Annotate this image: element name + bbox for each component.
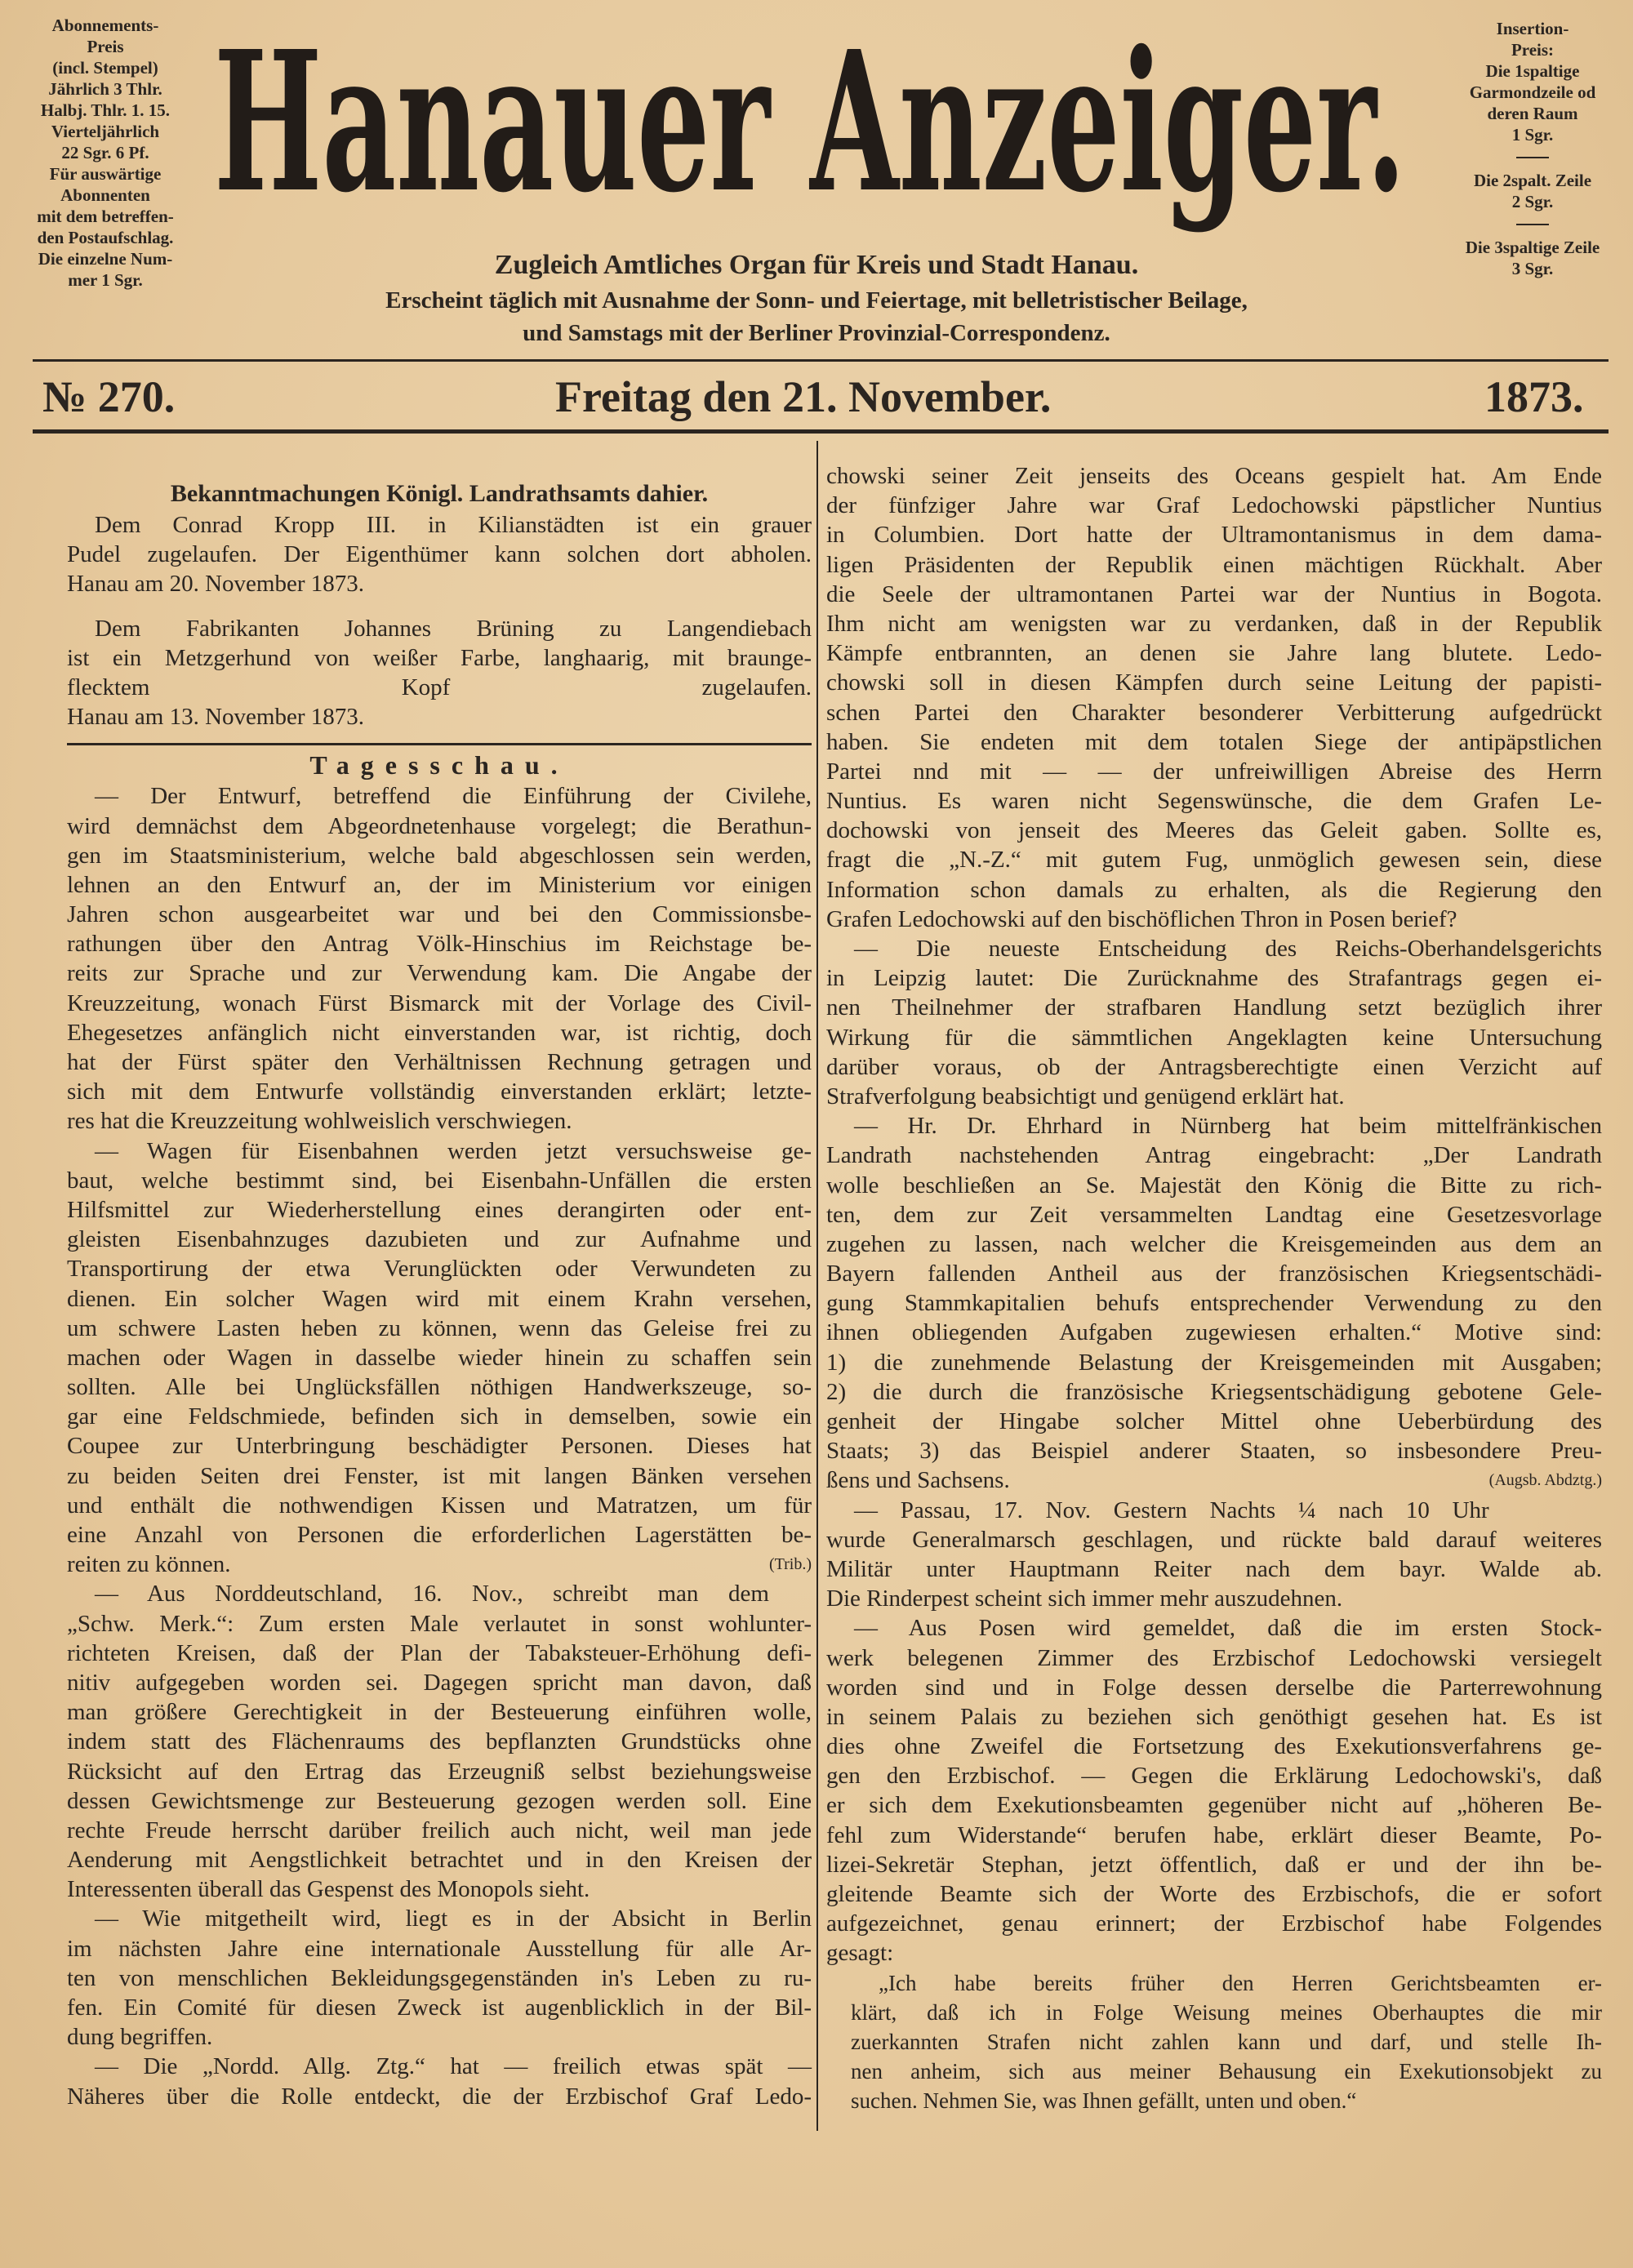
text-line [67, 781, 812, 811]
text-line-content: die Seele der ultramontanen Partei war der Nuntius in Bogota. [826, 580, 1602, 607]
text-line-content: ist ein Metzgerhund von weißer Farbe, langhaarig, mit braunge- [67, 644, 812, 671]
quotation [826, 1968, 1602, 2116]
text-line-content: fehl zum Widerstande“ berufen habe, erklärt dieser Beamte, Po- [826, 1821, 1602, 1848]
text-line [67, 2052, 812, 2081]
masthead-rule [33, 359, 1609, 362]
text-line [67, 1343, 812, 1372]
text-line [826, 1230, 1602, 1259]
text-line [67, 510, 812, 540]
text-line [67, 1254, 812, 1283]
insertion-line: Garmondzeile od [1469, 82, 1596, 102]
insertion-line: Insertion- [1496, 19, 1569, 38]
insertion-line: Die 3spaltige Zeile [1465, 238, 1600, 257]
official-notices [67, 510, 812, 732]
text-line [826, 963, 1602, 993]
text-line-content: gen im Staatsministerium, welche bald abgeschlossen sein werden, [67, 842, 812, 869]
text-line [826, 1318, 1602, 1347]
text-line-content: lizei-Sekretär Stephan, jetzt öffentlich, daß er und der ihn be- [826, 1851, 1602, 1878]
text-line [67, 1372, 812, 1402]
text-line [826, 1673, 1602, 1702]
insertion-line: 1 Sgr. [1511, 125, 1554, 145]
text-line-content: gung Stammkapitalien behufs entsprechender Verwendung zu den [826, 1290, 1602, 1317]
text-line-content: Grafen Ledochowski auf den bischöflichen Thron in Posen berief? [826, 905, 1457, 932]
text-line [67, 1786, 812, 1816]
subscription-line: 22 Sgr. 6 Pf. [61, 143, 149, 162]
text-line [826, 845, 1602, 874]
text-line-content: — Die neueste Entscheidung des Reichs-Oberhandelsgerichts [854, 936, 1602, 962]
text-line-content: zugehen zu lassen, nach welcher die Kreisgemeinden aus dem an [826, 1230, 1602, 1257]
text-line-content: sollten. Alle bei Unglücksfällen nöthigen Handwerkszeuge, so- [67, 1374, 812, 1401]
article-paragraph [826, 461, 1602, 934]
text-line [67, 1697, 812, 1727]
text-line-content: ßens und Sachsens. [826, 1467, 1010, 1494]
text-line-content: ligen Präsidenten der Republik einen mächtigen Rückhalt. Aber [826, 551, 1602, 578]
text-line-content: chowski seiner Zeit jenseits des Oceans gespielt hat. Am Ende [826, 463, 1602, 489]
text-line-content: dies ohne Zweifel die Fortsetzung des Exekutionsverfahrens ge- [826, 1733, 1602, 1760]
text-line-content: reits zur Sprache und zur Verwendung kam. Die Angabe der [67, 960, 812, 987]
box-rule [1516, 157, 1549, 158]
text-line [67, 841, 812, 870]
text-line-content: — Aus Posen wird gemeldet, daß die im ersten Stock- [854, 1615, 1602, 1642]
text-line [826, 1023, 1602, 1052]
text-line [67, 1550, 812, 1579]
text-line [826, 1821, 1602, 1850]
text-line-content: — Wagen für Eisenbahnen werden jetzt versuchsweise ge- [95, 1137, 812, 1164]
text-line-content: ten von menschlichen Bekleidungsgegenständen in's Leben zu ru- [67, 1964, 812, 1991]
text-line-content: wurde Generalmarsch geschlagen, und rückte bald darauf weiteres [826, 1526, 1602, 1553]
text-line [826, 580, 1602, 609]
text-line [67, 1225, 812, 1254]
text-line-content: im nächsten Jahre eine internationale Ausstellung für alle Ar- [67, 1935, 812, 1962]
text-line [851, 1998, 1602, 2027]
article-paragraph [826, 1613, 1602, 1968]
text-line-content: richteten Kreisen, daß der Plan der Tabaksteuer-Erhöhung defi- [67, 1639, 812, 1666]
text-line [826, 1465, 1602, 1495]
text-line-content: indem statt des Flächenraums des bepflanzten Grundstücks ohne [67, 1728, 812, 1755]
text-line [67, 1874, 812, 1904]
article-paragraph [826, 1111, 1602, 1495]
text-line [826, 757, 1602, 786]
text-line-content: Dem Conrad Kropp III. in Kilianstädten ist ein grauer [95, 512, 812, 538]
text-line [826, 1348, 1602, 1377]
text-line-content: sich mit dem Entwurfe vollständig einverstanden erklärt; letzte- [67, 1078, 812, 1105]
text-line [67, 569, 812, 598]
text-line [67, 1284, 812, 1314]
text-line [826, 905, 1602, 934]
article-paragraph [67, 1904, 812, 2052]
text-line [67, 1077, 812, 1106]
text-line-content: Staats; 3) das Beispiel anderer Staaten, so insbesondere Preu- [826, 1438, 1602, 1465]
source-attribution: (Augsb. Abdztg.) [1488, 1471, 1602, 1490]
text-line [826, 786, 1602, 816]
text-line [826, 1111, 1602, 1141]
text-line-content: nitiv aufgegeben worden sei. Dagegen spricht man davon, daß [67, 1669, 812, 1696]
text-line [67, 1993, 812, 2022]
text-line-content: darüber voraus, ob der Antragsberechtigte einen Verzicht auf [826, 1053, 1602, 1080]
subscription-line: Für auswärtige [49, 164, 162, 184]
text-line [826, 1259, 1602, 1288]
text-line-content: dienen. Ein solcher Wagen wird mit einem Krahn versehen, [67, 1285, 812, 1312]
text-line [67, 1461, 812, 1491]
text-line-content: haben. Sie endeten mit dem totalen Siege der antipäpstlichen [826, 728, 1602, 755]
text-line-content: wird demnächst dem Abgeordnetenhause vorgelegt; die Berathun- [67, 812, 812, 839]
text-line [826, 1790, 1602, 1820]
text-line-content: reiten zu können. [67, 1551, 231, 1578]
article-paragraph [826, 1496, 1602, 1614]
article-paragraph [67, 781, 812, 1136]
insertion-line: Die 1spaltige [1485, 61, 1580, 81]
text-line-content: Wirkung für die sämmtlichen Angeklagten keine Untersuchung [826, 1024, 1602, 1051]
text-line-content: baut, welche bestimmt sind, bei Eisenbahn-Unfällen die ersten [67, 1167, 812, 1194]
text-line [826, 1732, 1602, 1761]
text-line-content: — Der Entwurf, betreffend die Einführung der Civilehe, [95, 783, 812, 810]
text-line-content: Nuntius. Es waren nicht Segenswünsche, die dem Grafen Le- [826, 788, 1602, 815]
text-line [67, 870, 812, 900]
article-paragraph [67, 1136, 812, 1580]
text-line [67, 900, 812, 929]
text-line [67, 540, 812, 569]
text-line-content: Hilfsmittel zur Wiederherstellung eines derangirten oder ent- [67, 1196, 812, 1223]
text-line-content: eine Anzahl von Personen die erforderlichen Lagerstätten be- [67, 1522, 812, 1548]
masthead-title-text: Hanauer Anzeiger. [214, 8, 1406, 235]
text-line [826, 727, 1602, 757]
text-line [67, 1668, 812, 1697]
text-line-content: gen den Erzbischof. — Gegen die Erklärung Ledochowski's, daß [826, 1763, 1602, 1790]
text-line [67, 1402, 812, 1431]
text-line-content: werk belegenen Zimmer des Erzbischof Ledochowski versiegelt [826, 1644, 1602, 1671]
text-line-content: ten, dem zur Zeit versammelten Landtag eine Gesetzesvorlage [826, 1201, 1602, 1228]
text-line-content: schen Partei den Charakter besonderer Verbitterung aufgedrückt [826, 699, 1602, 726]
text-line-content: Kreuzzeitung, wonach Fürst Bismarck mit der Vorlage des Civil- [67, 989, 812, 1016]
text-line [826, 1938, 1602, 1968]
text-line [67, 812, 812, 841]
section-heading-tagesschau: Tagesschau. [309, 750, 569, 780]
text-line [67, 1491, 812, 1520]
text-line-content: chowski soll in diesen Kämpfen durch seine Leitung der papisti- [826, 669, 1602, 696]
text-line [851, 2027, 1602, 2057]
text-line-content: in seinem Palais zu beziehen sich genöthigt gesehen hat. Es ist [826, 1703, 1602, 1730]
text-line [826, 934, 1602, 963]
text-line [826, 1613, 1602, 1643]
issue-year: 1873. [1484, 372, 1584, 421]
text-line-content: genheit der Hingabe solcher Mittel ohne Ueberbürdung des [826, 1408, 1602, 1434]
text-line [826, 1200, 1602, 1230]
article-paragraph [67, 1579, 812, 1904]
text-line [826, 668, 1602, 697]
dateline-rule [33, 429, 1609, 434]
text-line-content: gleisten Eisenbahnzuges dazubieten und zur Aufnahme und [67, 1226, 812, 1253]
text-line [826, 1141, 1602, 1170]
text-line-content: fen. Ein Comité für diesen Zweck ist augenblicklich in der Bil- [67, 1995, 812, 2021]
box-rule [1516, 224, 1549, 225]
text-line-content: Hanau am 13. November 1873. [67, 704, 365, 731]
text-line-content: 1) die zunehmende Belastung der Kreisgemeinden mit Ausgaben; [826, 1349, 1602, 1376]
text-line [826, 1377, 1602, 1407]
insertion-line: Die 2spalt. Zeile [1473, 171, 1592, 190]
text-line [67, 702, 812, 732]
article-paragraph [67, 614, 812, 732]
subscription-line: Halbj. Thlr. 1. 15. [40, 100, 171, 120]
text-line-content: Interessenten überall das Gespenst des Monopols sieht. [67, 1876, 590, 1903]
text-line [67, 1106, 812, 1136]
text-line [826, 698, 1602, 727]
masthead-title [214, 5, 1422, 243]
text-line-content: und enthält die nothwendigen Kissen und Matratzen, um für [67, 1492, 812, 1519]
text-line-content: rechte Freude herrscht darüber freilich auch nicht, weil man jede [67, 1817, 812, 1843]
subscription-line: Vierteljährlich [51, 122, 160, 141]
text-line [67, 1018, 812, 1047]
text-line [826, 520, 1602, 549]
text-line-content: Ihm nicht am wenigsten war zu verdanken, daß in der Republik [826, 610, 1602, 637]
text-line-content: Näheres über die Rolle entdeckt, die der Erzbischof Graf Ledo- [67, 2083, 812, 2110]
text-line [67, 929, 812, 958]
text-line-content: hat der Fürst später den Verhältnissen Rechnung getragen und [67, 1049, 812, 1075]
text-line [67, 614, 812, 643]
issue-number: № 270. [42, 372, 176, 421]
text-line-content: Jahren schon ausgearbeitet war und bei den Commissionsbe- [67, 901, 812, 928]
text-line [826, 1407, 1602, 1436]
text-line [67, 1520, 812, 1550]
text-line [67, 1904, 812, 1933]
text-line-content: dochowski von jenseit des Meeres das Geleit gaben. Sollte es, [826, 817, 1602, 844]
subscription-line: mit dem betreffen- [37, 207, 174, 226]
text-line-content: Rücksicht auf den Ertrag das Erzeugniß selbst beziehungsweise [67, 1758, 812, 1785]
article-paragraph [826, 934, 1602, 1111]
text-line-content: „Schw. Merk.“: Zum ersten Male verlautet in sonst wohlunter- [67, 1610, 812, 1637]
text-line [826, 638, 1602, 668]
text-line-content: res hat die Kreuzzeitung wohlweislich verschwiegen. [67, 1108, 572, 1135]
text-line [67, 1195, 812, 1225]
text-line-content: Die Rinderpest scheint sich immer mehr auszudehnen. [826, 1585, 1343, 1612]
text-line [851, 2057, 1602, 2086]
insertion-line: 2 Sgr. [1511, 192, 1554, 211]
subscription-line: (incl. Stempel) [52, 58, 158, 78]
text-line-content: Transportirung der etwa Verunglückten oder Verwundeten zu [67, 1256, 812, 1283]
text-line-content: „Ich habe bereits früher den Herren Gerichtsbeamten er- [879, 1970, 1602, 1995]
text-line [826, 1909, 1602, 1938]
text-line [67, 1579, 812, 1608]
text-line-content: der fünfziger Jahre war Graf Ledochowski päpstlicher Nuntius [826, 492, 1602, 519]
text-line [826, 1496, 1602, 1525]
text-line-content: Kämpfe entbrannten, an denen sie Jahre lang blutete. Ledo- [826, 640, 1602, 667]
subscription-line: den Postaufschlag. [37, 228, 174, 247]
text-line [67, 1431, 812, 1461]
text-line-content: gleitende Beamte sich der Worte des Erzbischofs, die er sofort [826, 1881, 1602, 1907]
text-line [67, 1727, 812, 1756]
text-line-content: Strafverfolgung beabsichtigt und genügend erklärt hat. [826, 1083, 1345, 1110]
text-line [826, 993, 1602, 1022]
text-line [67, 1136, 812, 1166]
text-line-content: machen oder Wagen in dasselbe wieder hinein zu schaffen sein [67, 1344, 812, 1371]
text-line-content: in Leipzig lautet: Die Zurücknahme des Strafantrags gegen ei- [826, 965, 1602, 992]
insertion-price-box [1439, 18, 1626, 279]
text-line [826, 816, 1602, 845]
text-line-content: gar eine Feldschmiede, befinden sich in demselben, sowie ein [67, 1403, 812, 1430]
issue-date: Freitag den 21. November. [555, 372, 1052, 421]
text-line [67, 643, 812, 673]
text-line [826, 1288, 1602, 1318]
text-line-content: Hanau am 20. November 1873. [67, 571, 365, 598]
column-divider [816, 441, 818, 2131]
text-line [826, 1436, 1602, 1465]
text-line [826, 875, 1602, 905]
text-line-content: Aenderung mit Aengstlichkeit betrachtet und in den Kreisen der [67, 1847, 812, 1874]
insertion-line: Preis: [1511, 40, 1555, 60]
text-line-content: zu beiden Seiten drei Fenster, ist mit langen Bänken versehen [67, 1462, 812, 1489]
text-line-content: er sich dem Exekutionsbeamten gegenüber nicht auf „höheren Be- [826, 1792, 1602, 1819]
text-line [826, 1702, 1602, 1732]
article-paragraph [67, 2052, 812, 2110]
text-line [851, 2086, 1602, 2115]
text-line-content: Ehegesetzes anfänglich nicht einverstanden war, ist richtig, doch [67, 1019, 812, 1046]
text-line [826, 1082, 1602, 1111]
text-line [67, 2082, 812, 2111]
text-line-content: dessen Gewichtsmenge zur Besteuerung gezogen werden soll. Eine [67, 1787, 812, 1814]
text-line-content: ihnen obliegenden Aufgaben zugewiesen erhalten.“ Motive sind: [826, 1319, 1602, 1346]
text-line [67, 989, 812, 1018]
text-line-content: wolle beschließen an Se. Majestät den König die Bitte zu rich- [826, 1172, 1602, 1198]
subscription-line: Die einzelne Num- [38, 249, 173, 269]
insertion-line: 3 Sgr. [1511, 259, 1554, 278]
text-line-content: Pudel zugelaufen. Der Eigenthümer kann solchen dort abholen. [67, 541, 812, 568]
text-line [67, 1845, 812, 1874]
text-line-content: worden sind und in Folge dessen derselbe die Parterrewohnung [826, 1674, 1602, 1701]
text-line-content: gesagt: [826, 1940, 894, 1967]
text-line-content: — Hr. Dr. Ehrhard in Nürnberg hat beim mittelfränkischen [854, 1113, 1602, 1140]
text-line [67, 1166, 812, 1195]
text-line-content: — Wie mitgetheilt wird, liegt es in der Absicht in Berlin [95, 1906, 812, 1932]
text-line-content: fragt die „N.-Z.“ mit gutem Fug, unmöglich gewesen sein, diese [826, 847, 1602, 874]
text-line-content: rathungen über den Antrag Völk-Hinschius im Reichstage be- [67, 931, 812, 958]
insertion-line: deren Raum [1487, 104, 1578, 123]
text-line-content: 2) die durch die französische Kriegsentschädigung gebotene Gele- [826, 1378, 1602, 1405]
text-line [67, 1757, 812, 1786]
text-line-content: — Passau, 17. Nov. Gestern Nachts ¼ nach 10 Uhr [854, 1496, 1489, 1523]
text-line [826, 1643, 1602, 1673]
subscription-line: Jährlich 3 Thlr. [48, 79, 162, 99]
text-line [826, 1554, 1602, 1584]
notices-heading: Bekanntmachungen Königl. Landrathsamts dahier. [170, 480, 709, 507]
text-line-content: klärt, daß ich in Folge Weisung meines Oberhauptes die mir [851, 1999, 1602, 2025]
text-line [826, 1171, 1602, 1200]
text-line-content: Dem Fabrikanten Johannes Brüning zu Langendiebach [95, 615, 812, 642]
text-line-content: nen Theilnehmer der strafbaren Handlung setzt bezüglich ihrer [826, 994, 1602, 1021]
text-line-content: Landrath nachstehenden Antrag eingebracht: „Der Landrath [826, 1142, 1602, 1169]
text-line-content: Information schon damals zu erhalten, als die Regierung den [826, 876, 1602, 903]
text-line [67, 1639, 812, 1668]
text-line [67, 2022, 812, 2052]
text-line [67, 1816, 812, 1845]
masthead-publication-note-2: und Samstags mit der Berliner Provinzial-Correspondenz. [523, 320, 1110, 346]
right-column-articles [826, 461, 1602, 2116]
text-line-content: um schwere Lasten heben zu können, wenn das Geleise frei zu [67, 1314, 812, 1341]
text-line-content: Coupee zur Unterbringung beschädigter Personen. Dieses hat [67, 1433, 812, 1460]
text-line-content: Partei nnd mit — — der unfreiwilligen Abreise des Herrn [826, 758, 1602, 785]
text-line-content: zuerkannten Strafen nicht zahlen kann und darf, und stelle Ih- [851, 2029, 1602, 2054]
text-line [67, 1047, 812, 1077]
text-line [67, 1609, 812, 1639]
text-line [67, 1963, 812, 1993]
text-line-content: — Aus Norddeutschland, 16. Nov., schreibt man dem [95, 1581, 769, 1608]
text-line [826, 1761, 1602, 1790]
text-line [826, 550, 1602, 580]
text-line [826, 1850, 1602, 1879]
tagesschau-articles [67, 781, 812, 2110]
right-column [826, 461, 1602, 2116]
masthead-subtitle: Zugleich Amtliches Organ für Kreis und Stadt Hanau. [494, 250, 1139, 280]
text-line [826, 491, 1602, 520]
text-line-content: in Columbien. Dort hatte der Ultramontanismus in dem dama- [826, 522, 1602, 549]
masthead-publication-note: Erscheint täglich mit Ausnahme der Sonn- und Feiertage, mit belletristischer Beilage, [385, 287, 1248, 314]
subscription-line: Abonnements- [51, 16, 159, 35]
text-line-content: flecktem Kopf zugelaufen. [67, 674, 812, 700]
text-line [67, 958, 812, 988]
text-line [826, 1525, 1602, 1554]
text-line [851, 1968, 1602, 1998]
text-line-content: Militär unter Hauptmann Reiter nach dem bayr. Walde ab. [826, 1555, 1602, 1582]
subscription-line: mer 1 Sgr. [68, 270, 143, 290]
subscription-line: Preis [87, 37, 124, 56]
text-line [67, 673, 812, 702]
text-line-content: aufgezeichnet, genau erinnert; der Erzbischof habe Folgendes [826, 1910, 1602, 1937]
text-line-content: nen anheim, sich aus meiner Behausung ein Exekutionsobjekt zu [851, 2059, 1602, 2084]
article-paragraph [67, 510, 812, 599]
text-line [67, 1934, 812, 1963]
text-line [826, 461, 1602, 491]
subscription-line: Abonnenten [60, 185, 150, 205]
text-line-content: lehnen an den Entwurf an, der im Ministerium vor einigen [67, 871, 812, 898]
text-line-content: dung begriffen. [67, 2024, 213, 2051]
text-line [826, 1879, 1602, 1909]
section-rule [67, 743, 812, 745]
left-column [67, 478, 812, 2111]
text-line [826, 1584, 1602, 1613]
source-attribution: (Trib.) [768, 1555, 812, 1574]
text-line [826, 609, 1602, 638]
text-line-content: man größere Gerechtigkeit in der Besteuerung einführen wolle, [67, 1699, 812, 1726]
text-line-content: — Die „Nordd. Allg. Ztg.“ hat — freilich etwas spät — [95, 2053, 812, 2080]
text-line [826, 1052, 1602, 1082]
text-line-content: Bayern fallenden Antheil aus der französischen Kriegsentschädi- [826, 1261, 1602, 1287]
text-line-content: suchen. Nehmen Sie, was Ihnen gefällt, unten und oben.“ [851, 2088, 1357, 2114]
text-line [67, 1314, 812, 1343]
